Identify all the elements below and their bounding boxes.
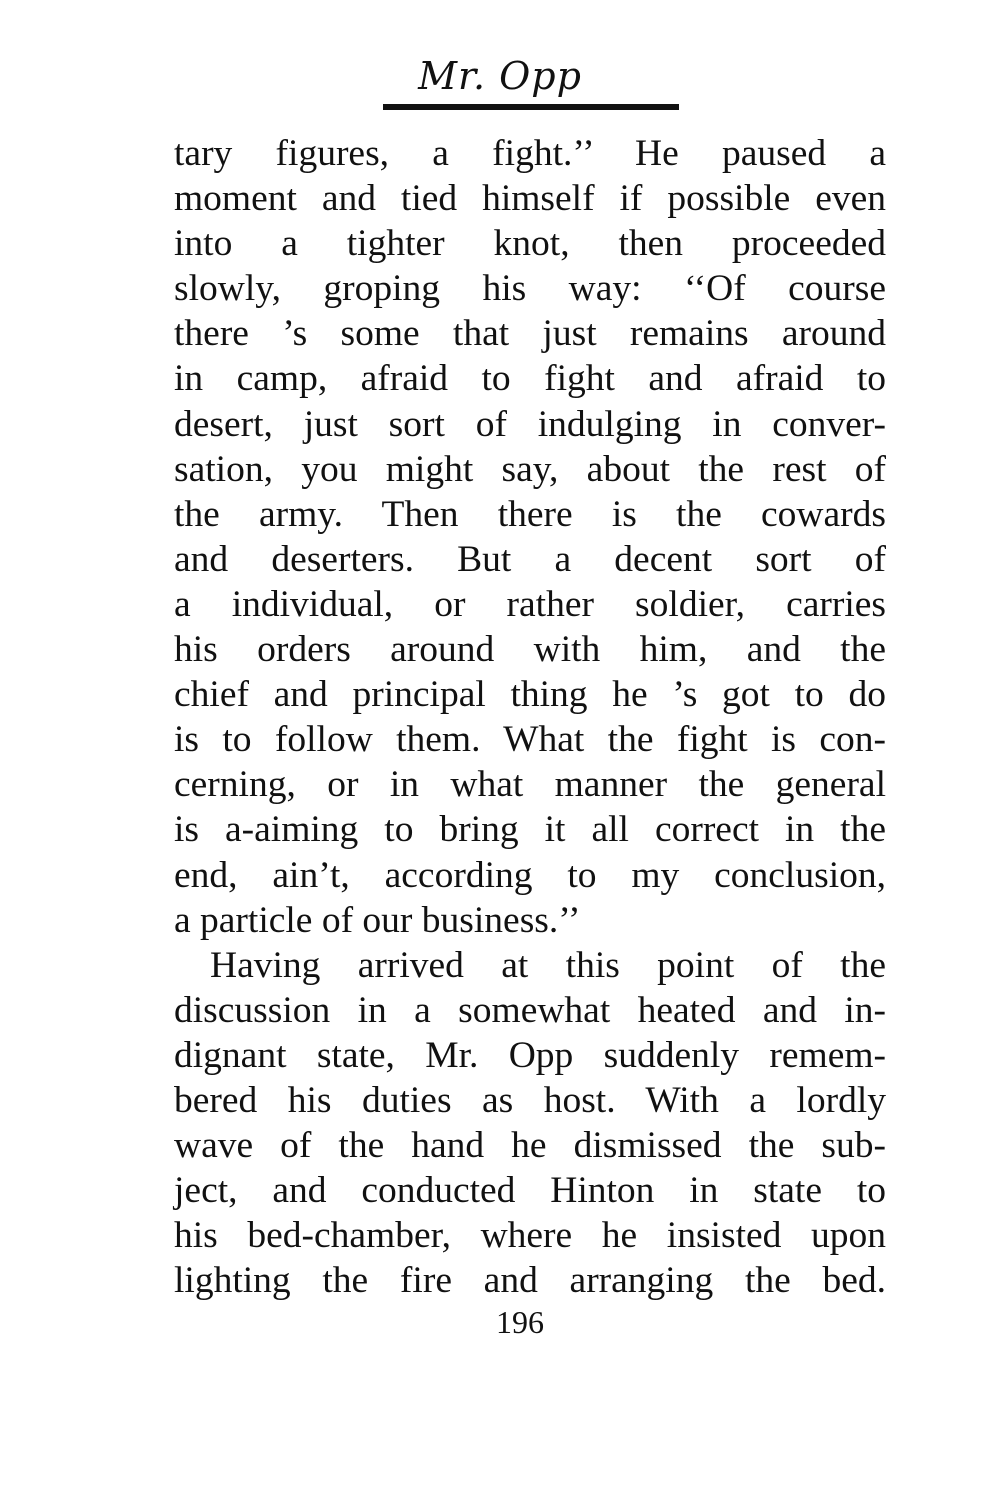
text-line: chief and principal thing he ’s got to do	[174, 674, 886, 716]
text-line: his bed-chamber, where he insisted upon	[174, 1215, 886, 1257]
text-line: is to follow them. What the fight is con-	[174, 719, 886, 761]
text-line: a particle of our business.’’	[174, 899, 581, 941]
body-text	[174, 131, 886, 1303]
text-line: dignant state, Mr. Opp suddenly remem-	[174, 1034, 886, 1076]
header-rule	[383, 104, 679, 110]
text-line: a individual, or rather soldier, carries	[174, 583, 886, 625]
text-line: end, ain’t, according to my conclusion,	[174, 854, 886, 896]
text-line: sation, you might say, about the rest of	[174, 448, 886, 490]
text-line: the army. Then there is the cowards	[174, 493, 886, 535]
text-line: is a-aiming to bring it all correct in the	[174, 809, 886, 851]
text-line: discussion in a somewhat heated and in-	[174, 989, 886, 1031]
text-line: Having arrived at this point of the	[210, 944, 886, 986]
text-line: cerning, or in what manner the general	[174, 764, 886, 806]
text-line: there ’s some that just remains around	[174, 313, 886, 355]
page-number: 196	[496, 1304, 544, 1340]
text-line: and deserters. But a decent sort of	[174, 538, 886, 580]
text-line: moment and tied himself if possible even	[174, 178, 886, 220]
text-line: his orders around with him, and the	[174, 629, 886, 671]
text-line: wave of the hand he dismissed the sub-	[174, 1125, 886, 1167]
text-line: in camp, afraid to fight and afraid to	[174, 358, 886, 400]
text-line: lighting the fire and arranging the bed.	[174, 1260, 886, 1302]
text-line: bered his duties as host. With a lordly	[174, 1079, 886, 1121]
running-head: Mr. Opp	[418, 54, 582, 98]
text-line: desert, just sort of indulging in conver-	[174, 403, 886, 445]
text-line: tary figures, a fight.’’ He paused a	[174, 133, 886, 174]
text-line: into a tighter knot, then proceeded	[174, 223, 886, 265]
text-line: ject, and conducted Hinton in state to	[174, 1170, 886, 1212]
text-line: slowly, groping his way: ‘‘Of course	[174, 268, 886, 310]
